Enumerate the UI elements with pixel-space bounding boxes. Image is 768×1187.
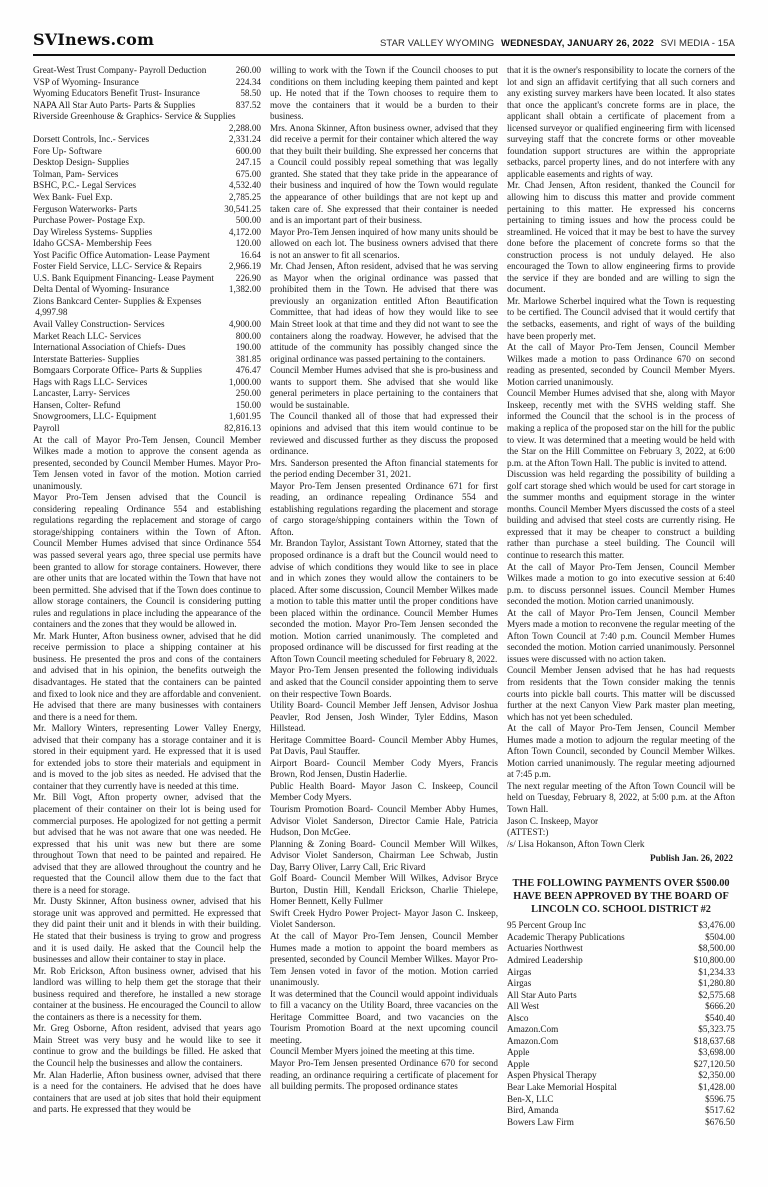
minutes-paragraph: The Council thanked all of those that had expressed their opinions and advised that this item would continue to be reviewed and discussed further as they discuss the proposed ordinance. <box>270 411 498 457</box>
payment-payee: Amazon.Com <box>507 1024 559 1035</box>
minutes-paragraph: Heritage Committee Board- Council Member Abby Humes, Pat Davis, Paul Stauffer. <box>270 734 498 757</box>
payment-payee: Snowgroomers, LLC- Equipment <box>33 411 157 422</box>
payment-row <box>507 1059 735 1071</box>
payment-row <box>33 388 261 400</box>
payment-payee: NAPA All Star Auto Parts- Parts & Supplies <box>33 99 196 110</box>
payment-amount: 250.00 <box>235 388 261 399</box>
folio-location: STAR VALLEY WYOMING <box>379 38 495 49</box>
payment-row <box>507 955 735 967</box>
payment-payee: Academic Therapy Publications <box>507 931 625 942</box>
payment-row <box>507 1070 735 1082</box>
payment-amount: 190.00 <box>235 342 261 353</box>
minutes-paragraph: Mr. Chad Jensen, Afton resident, advised that he was serving as Mayor when the original ordinance was passed that prohibited them in the Town. He advised that there was previously an organization entitled Afton Beautification Committee, that had ideas of how they would like to see Main Street look at that time and they did not want to see the containers along the roadway. However, he advised that the attitude of the community has possibly changed since the original ordinance was passed pertaining to the containers. <box>270 261 498 364</box>
payment-payee: Amazon.Com <box>507 1035 559 1046</box>
payment-payee: Market Reach LLC- Services <box>33 330 141 341</box>
minutes-paragraph: Mr. Rob Erickson, Afton business owner, advised that his landlord was willing to help them get the storage that their business required and therefore, he installed a new storage container at the business. He encouraged the Council to allow the containers as there is a necessity for them. <box>33 965 261 1022</box>
payment-amount: $1,428.00 <box>698 1082 735 1092</box>
payment-row <box>33 215 261 227</box>
payment-row <box>33 123 261 135</box>
payment-row <box>507 1117 735 1129</box>
payment-row <box>507 1082 735 1094</box>
payment-payee: U.S. Bank Equipment Financing- Lease Payment <box>33 272 214 283</box>
payment-row <box>33 250 261 262</box>
payment-payee: Dorsett Controls, Inc.- Services <box>33 134 150 145</box>
payment-row <box>507 932 735 944</box>
payment-row <box>33 377 261 389</box>
payment-amount: 1,000.00 <box>228 376 261 387</box>
payment-payee: Airgas <box>507 978 532 989</box>
minutes-paragraph: Mrs. Sanderson presented the Afton financial statements for the period ending December 31, 2021. <box>270 457 498 480</box>
town-payments-table <box>33 65 261 435</box>
minutes-paragraph: Mr. Mallory Winters, representing Lower Valley Energy, advised that their company has a storage container and it is stored in their equipment yard. He expressed that it is used for extended jobs to store their materials and equipment in and is moved to the job sites as needed. He advised that the container that they currently have is needed at this time. <box>33 723 261 791</box>
payment-payee: Wyoming Educators Benefit Trust- Insurance <box>33 88 200 99</box>
payment-amount: $2,575.68 <box>698 989 735 1000</box>
payment-payee: Zions Bankcard Center- Supplies & Expenses <box>33 295 202 306</box>
payment-row <box>33 65 261 77</box>
payment-payee: All Star Auto Parts <box>507 989 577 1000</box>
folio-date: WEDNESDAY, JANUARY 26, 2022 <box>501 38 654 49</box>
payment-row <box>507 1105 735 1117</box>
minutes-paragraph: At the call of Mayor Pro-Tem Jensen, Council Member Myers made a motion to reconvene the regular meeting of the Afton Town Council at 7:40 p.m. Council Member Humes seconded the motion. Motion carried unanimously. Personnel issues were discussed with no action taken. <box>507 607 735 664</box>
payment-amount: 1,601.95 <box>228 411 261 422</box>
payment-amount: 1,382.00 <box>228 284 261 295</box>
minutes-text-col1 <box>33 435 261 1116</box>
payment-payee: Lancaster, Larry- Services <box>33 388 130 399</box>
minutes-paragraph: willing to work with the Town if the Council chooses to put conditions on them including keeping them painted and kept up. He noted that if the Town chooses to require them to move the containers that it would be a burden to their business. <box>270 65 498 122</box>
folio-line <box>380 38 735 49</box>
payment-payee: Bomgaars Corporate Office- Parts & Supplies <box>33 365 202 376</box>
payment-payee: 95 Percent Group Inc <box>507 920 586 931</box>
payment-row <box>33 157 261 169</box>
payment-payee: Payroll <box>33 422 60 433</box>
payment-payee: Avail Valley Construction- Services <box>33 319 165 330</box>
payment-amount: 2,288.00 <box>228 122 261 133</box>
minutes-paragraph: Mayor Pro-Tem Jensen inquired of how many units should be allowed on each lot. The business owners advised that there is not an answer to fit all scenarios. <box>270 226 498 260</box>
payment-payee: Alsco <box>507 1012 529 1023</box>
payment-row <box>507 1024 735 1036</box>
minutes-paragraph: /s/ Lisa Hokanson, Afton Town Clerk <box>507 838 645 849</box>
payment-row <box>33 354 261 366</box>
payment-amount: 4,532.40 <box>228 180 261 191</box>
payment-row <box>33 146 261 158</box>
article-columns <box>33 65 735 1173</box>
payment-payee: International Association of Chiefs- Dues <box>33 342 186 353</box>
payment-amount: 4,900.00 <box>228 319 261 330</box>
payment-payee: Admired Leadership <box>507 954 583 965</box>
payment-amount: $8,500.00 <box>698 943 735 954</box>
page-header <box>33 30 735 56</box>
minutes-text-col3 <box>507 65 735 850</box>
payment-amount: $540.40 <box>705 1012 735 1023</box>
payment-amount: 2,966.19 <box>228 261 261 272</box>
payment-row <box>33 411 261 423</box>
payment-amount: 120.00 <box>235 238 261 249</box>
payment-amount: $18,637.68 <box>693 1035 735 1046</box>
payment-payee: Tolman, Pam- Services <box>33 168 119 179</box>
payment-row <box>33 134 261 146</box>
minutes-paragraph: Planning & Zoning Board- Council Member Will Wilkes, Advisor Violet Sanderson, Chairman Lee Schwab, Justin Day, Barry Oliver, Larry Call, Eric Rivard <box>270 838 498 872</box>
payment-row <box>507 978 735 990</box>
payment-payee: Great-West Trust Company- Payroll Deduction <box>33 65 207 75</box>
column-3 <box>507 65 735 1173</box>
payment-amount: 476.47 <box>235 365 261 376</box>
school-district-heading: THE FOLLOWING PAYMENTS OVER $500.00 HAVE BEEN APPROVED BY THE BOARD OF LINCOLN CO. SCHOOL DISTRICT #2 <box>512 877 730 916</box>
payment-amount: 16.64 <box>240 249 261 260</box>
folio-media-page: SVI MEDIA - 15A <box>660 38 735 49</box>
payment-amount: 82,816.13 <box>224 422 261 433</box>
minutes-paragraph: Mr. Greg Osborne, Afton resident, advised that years ago Main Street was very busy and he would like to see it continue to grow and the buildings be filled. He asked that the Council help the businesses and allow the containers. <box>33 1023 261 1069</box>
school-payments-table <box>507 920 735 1128</box>
minutes-paragraph: Mr. Chad Jensen, Afton resident, thanked the Council for allowing him to discuss this matter and provide comment pertaining to this matter. He expressed his concerns pertaining to timing issues and how the process could be streamlined. He voiced that it may be best to have the survey done before the placement of concrete forms so that the construction process is not unduly delayed. He also encouraged the Town to allow engineering firms to provide the service if they are bonded and are willing to sign the document. <box>507 180 735 295</box>
payment-row <box>507 1094 735 1106</box>
payment-payee: Wex Bank- Fuel Exp. <box>33 192 113 203</box>
minutes-paragraph: Golf Board- Council Member Will Wilkes, Advisor Bryce Burton, Dustin Hill, Kendall Erickson, Charlie Thielepe, Homer Bennett, Kelly Fullmer <box>270 873 498 907</box>
payment-row <box>33 331 261 343</box>
payment-amount: 800.00 <box>235 330 261 341</box>
minutes-paragraph: At the call of Mayor Pro-Tem Jensen, Council Member Humes made a motion to adjourn the regular meeting of the Afton Town Council, seconded by Council Member Wilkes. Motion carried unanimously. The regular meeting adjourned at 7:45 p.m. <box>507 723 735 780</box>
payment-row <box>33 400 261 412</box>
payment-amount: 675.00 <box>235 168 261 179</box>
minutes-paragraph: Council Member Myers joined the meeting at this time. <box>270 1046 475 1057</box>
payment-payee: BSHC, P.C.- Legal Services <box>33 180 137 191</box>
payment-amount: 4,172.00 <box>228 226 261 237</box>
payment-row <box>507 1036 735 1048</box>
payment-payee: Ferguson Waterworks- Parts <box>33 203 138 214</box>
payment-payee: Bowers Law Firm <box>507 1116 574 1127</box>
payment-amount: 150.00 <box>235 399 261 410</box>
payment-amount: 837.52 <box>235 99 261 110</box>
payment-amount: $10,800.00 <box>693 954 735 965</box>
minutes-paragraph: Mrs. Anona Skinner, Afton business owner, advised that they did receive a permit for their container which altered the way that they built their building. She expressed her concerns that a Council could possibly repeal something that was legally granted. She stated that they take pride in the appearance of their business and inquired of how the Town would regulate the appearance of other buildings that are not kept up and taken care of. She expressed that their container is needed and is an important part of their business. <box>270 122 498 226</box>
payment-row <box>33 423 261 435</box>
payment-row <box>33 319 261 331</box>
minutes-paragraph: Council Member Humes advised that she, along with Mayor Inskeep, recently met with the SVHS welding staff. She informed the Council that the school is in the process of making a replica of the proposed star on the hill for the public to view. It was determined that a meeting would be held with the Star on the Hill Committee on February 3, 2022, at 6:00 p.m. at the Afton Town Hall. The public is invited to attend. <box>507 388 735 468</box>
minutes-paragraph: Utility Board- Council Member Jeff Jensen, Advisor Joshua Peavler, Rod Jensen, Josh Winder, Tyler Eddins, Mason Hillstead. <box>270 700 498 734</box>
payment-row <box>507 1047 735 1059</box>
minutes-paragraph: It was determined that the Council would appoint individuals to fill a vacancy on the Utility Board, three vacancies on the Heritage Committee Board, and two vacancies on the Tourism Promotion Board at the next upcoming council meeting. <box>270 988 498 1045</box>
payment-amount: 2,331.24 <box>228 134 261 145</box>
payment-row <box>33 273 261 285</box>
minutes-paragraph: Airport Board- Council Member Cody Myers, Francis Brown, Rod Jensen, Dustin Haderlie. <box>270 757 498 780</box>
payment-payee: Desktop Design- Supplies <box>33 157 129 168</box>
payment-row <box>507 920 735 932</box>
payment-row <box>33 77 261 89</box>
payment-row <box>33 227 261 239</box>
payment-payee: Aspen Physical Therapy <box>507 1070 597 1081</box>
payment-row <box>33 365 261 377</box>
payment-payee: Ben-X, LLC <box>507 1093 554 1104</box>
payment-row <box>33 342 261 354</box>
payment-row <box>507 1013 735 1025</box>
minutes-paragraph: Tourism Promotion Board- Council Member Abby Humes, Advisor Violet Sanderson, Director Camie Hale, Patricia Hudson, Don McGee. <box>270 804 498 838</box>
payment-amount: $504.00 <box>705 931 735 942</box>
payment-payee: Airgas <box>507 966 532 977</box>
minutes-paragraph: Mr. Mark Hunter, Afton business owner, advised that he did receive permission to place a shipping container at his business. He presented the pros and cons of the containers and advised that in his opinion, the benefits outweigh the disadvantages. He stated that the containers can be painted and fixed to look nice and they are affordable and convenient. He advised that there are many businesses with containers and there is a need for them. <box>33 630 261 722</box>
payment-row <box>33 88 261 100</box>
minutes-paragraph: Mayor Pro-Tem Jensen presented Ordinance 671 for first reading, an ordinance repealing Ordinance 554 and establishing regulations regarding the placement and storage of cargo storage/shipping containers within the Town of Afton. <box>270 480 498 537</box>
column-2 <box>270 65 498 1173</box>
payment-row <box>33 296 261 308</box>
column-1 <box>33 65 261 1173</box>
payment-payee: Foster Field Service, LLC- Service & Repairs <box>33 261 202 272</box>
payment-amount: $1,280.80 <box>698 978 735 989</box>
payment-payee: Apple <box>507 1058 530 1069</box>
minutes-paragraph: Council Member Jensen advised that he has had requests from residents that the Town consider making the tennis courts into pickle ball courts. This matter will be discussed further at the next Canyon View Park master plan meeting, which has not yet been scheduled. <box>507 665 735 722</box>
payment-amount: 247.15 <box>235 157 261 168</box>
payment-payee: All West <box>507 1001 540 1012</box>
minutes-paragraph: Mayor Pro-Tem Jensen presented Ordinance 670 for second reading, an ordinance requiring a certificate of placement for all building permits. The proposed ordinance states <box>270 1058 498 1092</box>
payment-row <box>33 238 261 250</box>
payment-payee: Bird, Amanda <box>507 1105 559 1116</box>
payment-amount: 500.00 <box>235 215 261 226</box>
minutes-paragraph: Mr. Bill Vogt, Afton property owner, advised that the placement of their container on their lot is being used for commercial purposes. He apologized for not getting a permit but advised that he was not aware that one was needed. He expressed that his unit was new but there are some throughout Town that need to be painted and repaired. He advised that they are allowed throughout the country and he requested that the Council allow them due to the fact that there is a need for storage. <box>33 792 261 895</box>
payment-row <box>507 990 735 1002</box>
minutes-paragraph: Mayor Pro-Tem Jensen presented the following individuals and asked that the Council consider appointing them to serve on their respective Town Boards. <box>270 665 498 699</box>
payment-amount: $1,234.33 <box>698 966 735 977</box>
payment-row <box>33 180 261 192</box>
payment-payee: 4,997.98 <box>33 307 68 318</box>
payment-amount: $596.75 <box>705 1093 735 1104</box>
minutes-paragraph: Public Health Board- Mayor Jason C. Inskeep, Council Member Cody Myers. <box>270 780 498 803</box>
minutes-text-col2 <box>270 65 498 1093</box>
payment-payee: Fore Up- Software <box>33 145 102 156</box>
minutes-paragraph: Mr. Marlowe Scherbel inquired what the Town is requesting to be certified. The Council advised that it would certify that the setbacks, easements, and right of ways of the building have been properly met. <box>507 295 735 341</box>
payment-payee: Purchase Power- Postage Exp. <box>33 215 146 226</box>
payment-payee: Idaho GCSA- Membership Fees <box>33 238 152 249</box>
masthead-title: SVInews.com <box>33 30 155 49</box>
minutes-paragraph: At the call of Mayor Pro-Tem Jensen, Council Member Wilkes made a motion to pass Ordinance 670 on second reading as presented, seconded by Council Member Myers. Motion carried unanimously. <box>507 342 735 387</box>
minutes-paragraph: The next regular meeting of the Afton Town Council will be held on Tuesday, February 8, 2022, at 5:00 p.m. at the Afton Town Hall. <box>507 780 735 814</box>
payment-amount: $517.62 <box>705 1105 735 1116</box>
payment-amount: 226.90 <box>235 272 261 283</box>
minutes-paragraph: Mr. Dusty Skinner, Afton business owner, advised that his storage unit was approved and permitted. He expressed that they did paint their unit and it blends in with their building. He stated that their business is trying to grow and progress and it is used daily. He asked that the Council help the businesses and allow their container to stay in place. <box>33 896 261 965</box>
minutes-paragraph: Swift Creek Hydro Power Project- Mayor Jason C. Inskeep, Violet Sanderson. <box>270 907 498 930</box>
payment-amount: $3,476.00 <box>698 920 735 931</box>
payment-amount: 30,541.25 <box>224 203 261 214</box>
payment-payee: Actuaries Northwest <box>507 943 583 954</box>
payment-row <box>507 1001 735 1013</box>
payment-amount: $666.20 <box>705 1001 735 1012</box>
payment-amount: $27,120.50 <box>693 1058 735 1069</box>
minutes-paragraph: At the call of Mayor Pro-Tem Jensen, Council Member Wilkes made a motion to go into executive session at 6:40 p.m. to discuss personnel issues. Council Member Humes seconded the motion. Motion carried unanimously. <box>507 561 735 607</box>
minutes-paragraph: Council Member Humes advised that she is pro-business and wants to support them. She advised that she would like general perimeters in place pertaining to the containers that would be sustainable. <box>270 365 498 410</box>
payment-row <box>507 943 735 955</box>
payment-payee: Hansen, Colter- Refund <box>33 399 121 410</box>
publish-date-line: Publish Jan. 26, 2022 <box>650 853 733 864</box>
payment-payee: Hags with Rags LLC- Services <box>33 376 148 387</box>
minutes-paragraph: Mayor Pro-Tem Jensen advised that the Council is considering repealing Ordinance 554 and establishing regulations regarding the replacement and storage of cargo storage/shipping containers within the Town of Afton. Council Member Humes advised that since Ordinance 554 was passed several years ago, three special use permits have been granted to allow for storage containers. However, there are other units that are located within the Town that have not been permitted. She advised that if the Town does continue to allow storage containers, the Council is considering putting rules and regulations in place including the appearance of the containers and the zones that they would be allowed in. <box>33 492 261 630</box>
payment-amount: 58.50 <box>240 88 261 99</box>
payment-amount: 381.85 <box>235 353 261 364</box>
payment-payee: Riverside Greenhouse & Graphics- Service & Supplies <box>33 111 236 122</box>
payment-amount: $2,350.00 <box>698 1070 735 1081</box>
minutes-paragraph: that it is the owner's responsibility to locate the corners of the lot and sign an affidavit certifying that all such corners and any existing survey markers have been located. It also states that once the applicant's concrete forms are in place, the applicant shall obtain a certificate of placement from a licensed surveyor or qualified engineering firm with licensed surveying staff that the concrete forms or other moveable foundation support structures are within the appropriate setbacks, parcel property lines, and do not interfere with any applicable easements and rights of way. <box>507 65 735 179</box>
payment-row <box>33 169 261 181</box>
payment-row <box>33 111 261 123</box>
minutes-paragraph: Mr. Brandon Taylor, Assistant Town Attorney, stated that the proposed ordinance is a draft but the Council would need to advise of which conditions they would like to see in place and in which zones they would allow the containers to be placed. After some discussion, Council Member Wilkes made a motion to table this matter until the proper conditions have been placed within the ordinance. Council Member Humes seconded the motion. Mayor Pro-Tem Jensen seconded the motion. Motion carried unanimously. The completed and proposed ordinance will be discussed for first reading at the Afton Town Council meeting scheduled for February 8, 2022. <box>270 538 498 664</box>
payment-payee: Apple <box>507 1047 530 1058</box>
payment-amount: 260.00 <box>235 65 261 75</box>
minutes-paragraph: At the call of Mayor Pro-Tem Jensen, Council Member Humes made a motion to appoint the board members as presented, seconded by Council Member Wilkes. Mayor Pro-Tem Jensen voted in favor of the motion. Motion carried unanimously. <box>270 931 498 988</box>
payment-row <box>507 967 735 979</box>
minutes-paragraph: Jason C. Inskeep, Mayor <box>507 815 599 826</box>
payment-amount: 600.00 <box>235 145 261 156</box>
payment-payee: Delta Dental of Wyoming- Insurance <box>33 284 170 295</box>
payment-amount: 224.34 <box>235 76 261 87</box>
payment-row <box>33 204 261 216</box>
payment-amount: 2,785.25 <box>228 192 261 203</box>
payment-amount: $5,323.75 <box>698 1024 735 1035</box>
payment-payee: Yost Pacific Office Automation- Lease Payment <box>33 249 210 260</box>
minutes-paragraph: At the call of Mayor Pro-Tem Jensen, Council Member Wilkes made a motion to approve the consent agenda as presented, seconded by Council Member Humes. Mayor Pro-Tem Jensen voted in favor of the motion. Motion carried unanimously. <box>33 434 261 491</box>
payment-row <box>33 307 261 319</box>
minutes-paragraph: Mr. Alan Haderlie, Afton business owner, advised that there is a need for the containers. He advised that he does have containers that are used at job sites that hold their equipment and parts. He expressed that they would be <box>33 1069 261 1115</box>
payment-payee: VSP of Wyoming- Insurance <box>33 76 139 87</box>
payment-amount: $3,698.00 <box>698 1047 735 1058</box>
payment-row <box>33 192 261 204</box>
payment-row <box>33 284 261 296</box>
payment-payee: Bear Lake Memorial Hospital <box>507 1082 617 1092</box>
payment-amount: $676.50 <box>705 1116 735 1127</box>
minutes-paragraph: Discussion was held regarding the possibility of building a golf cart storage shed which would be used for cart storage in the summer months and equipment storage in the winter months. Council Member Myers discussed the costs of a steel building and advised that steel costs are currently rising. He expressed that it may be cheaper to construct a building rather than purchase a steel building. The Council will continue to research this matter. <box>507 469 735 560</box>
payment-row <box>33 100 261 112</box>
payment-row <box>33 261 261 273</box>
minutes-paragraph: (ATTEST:) <box>507 827 549 838</box>
payment-payee: Day Wireless Systems- Supplies <box>33 226 153 237</box>
payment-payee: Interstate Batteries- Supplies <box>33 353 140 364</box>
